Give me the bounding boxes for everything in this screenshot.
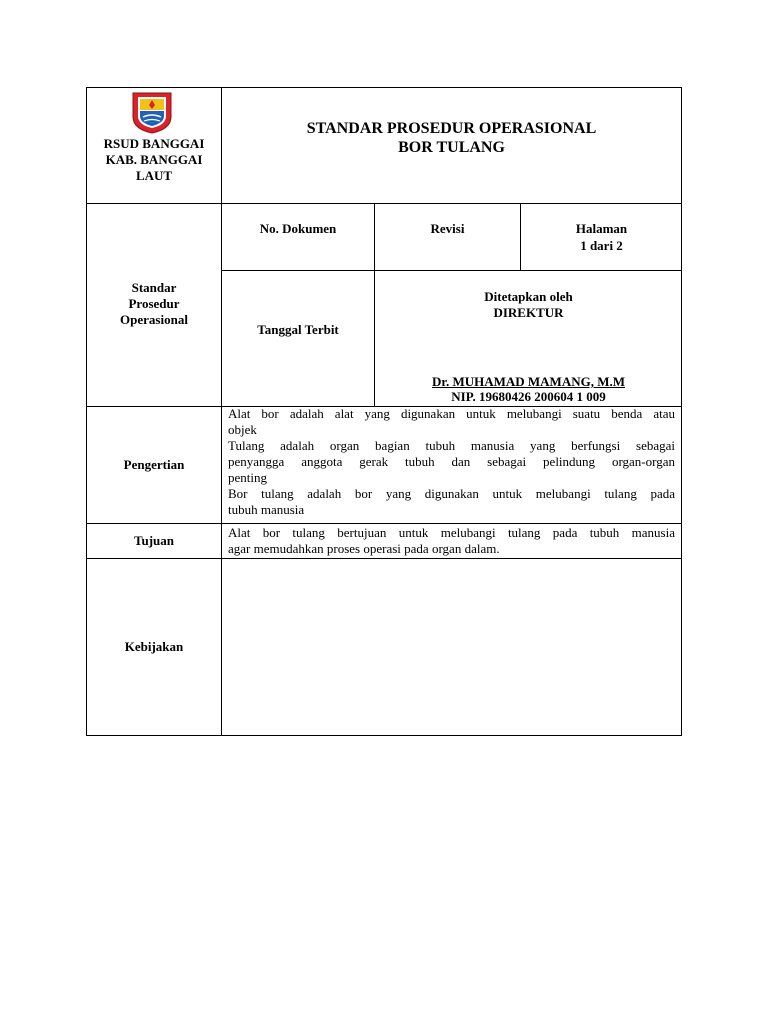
sop-section-label — [87, 280, 221, 328]
institution-name — [87, 136, 221, 184]
approver-role: DIREKTUR — [493, 305, 564, 320]
page-value: 1 dari 2 — [580, 238, 623, 253]
tujuan-line-1: Alat bor tulang bertujuan untuk melubangi tulang pada tubuh manusia — [228, 525, 675, 540]
row-divider-header — [86, 203, 682, 204]
institution-line-3: LAUT — [135, 168, 173, 183]
title-line-2: BOR TULANG — [398, 139, 505, 156]
pengertian-line-4: penyangga anggota gerak tubuh dan sebagai pelindung organ-organ — [228, 454, 675, 469]
issue-date-label: Tanggal Terbit — [257, 322, 339, 337]
pengertian-line-7: tubuh manusia — [228, 502, 305, 517]
approver-name-text: Dr. MUHAMAD MAMANG, M.M — [431, 374, 626, 389]
page-label: Halaman — [575, 221, 628, 236]
pengertian-content — [228, 406, 675, 518]
revision-label: Revisi — [430, 221, 465, 236]
pengertian-line-2: objek — [228, 422, 257, 437]
pengertian-label: Pengertian — [123, 457, 185, 472]
approved-by-label: Ditetapkan oleh — [484, 289, 573, 304]
approver-name — [375, 374, 682, 390]
approver-nip: NIP. 19680426 200604 1 009 — [451, 389, 606, 404]
sop-label-line-3: Operasional — [120, 312, 188, 327]
pengertian-line-5: penting — [228, 470, 267, 485]
sop-label-line-2: Prosedur — [128, 296, 180, 311]
kebijakan-label: Kebijakan — [124, 639, 184, 654]
institution-line-1: RSUD BANGGAI — [103, 136, 205, 151]
pengertian-line-3: Tulang adalah organ bagian tubuh manusia yang berfungsi sebagai — [228, 438, 675, 453]
tujuan-label: Tujuan — [134, 533, 174, 548]
title-line-1: STANDAR PROSEDUR OPERASIONAL — [306, 120, 597, 137]
kebijakan-content — [222, 559, 681, 735]
row-divider-pengertian — [86, 523, 682, 524]
pengertian-line-6: Bor tulang adalah bor yang digunakan untuk melubangi tulang pada — [228, 486, 675, 501]
row-divider-docinfo — [221, 270, 682, 271]
sop-label-line-1: Standar — [131, 280, 177, 295]
pengertian-line-1: Alat bor adalah alat yang digunakan untuk melubangi suatu benda atau — [228, 406, 675, 421]
institution-line-2: KAB. BANGGAI — [105, 152, 203, 167]
tujuan-line-2: agar memudahkan proses operasi pada organ dalam. — [228, 541, 500, 556]
tujuan-content — [228, 525, 675, 557]
regency-crest-icon — [129, 89, 175, 135]
document-title — [222, 119, 681, 157]
doc-number-label: No. Dokumen — [259, 221, 337, 236]
